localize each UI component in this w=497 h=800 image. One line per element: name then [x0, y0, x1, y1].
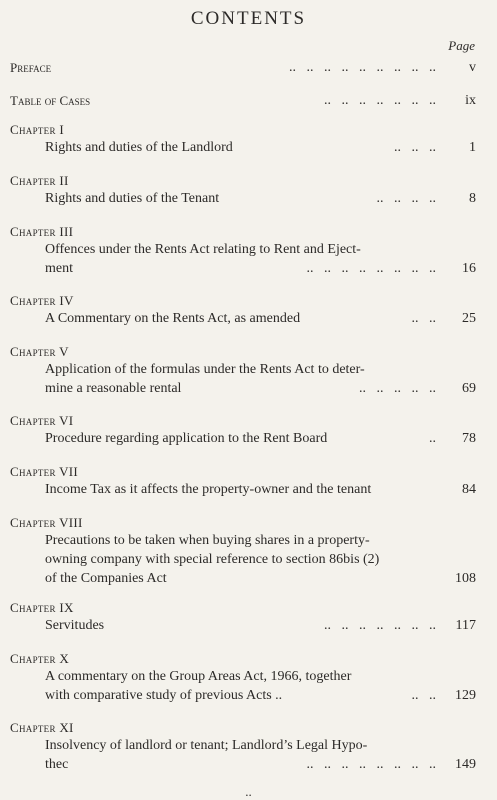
toc-page-number: 1: [469, 140, 476, 155]
toc-page-number: ix: [465, 93, 476, 108]
toc-entry-chapter-5[interactable]: [10, 344, 476, 398]
leader-dots: .. .. .. .. .. .. ..: [324, 93, 436, 108]
toc-entry-chapter-1[interactable]: [10, 122, 476, 157]
toc-page-number: 129: [455, 688, 476, 703]
toc-title: A Commentary on the Rents Act, as amended: [45, 311, 301, 326]
leader-dots: .. .. ..: [394, 140, 436, 155]
toc-title-line: with comparative study of previous Acts ..: [45, 688, 283, 703]
toc-title: Rights and duties of the Tenant: [45, 191, 220, 206]
toc-entry-chapter-10[interactable]: [10, 651, 476, 705]
toc-entry-preface[interactable]: [10, 58, 476, 77]
chapter-label: Chapter I: [10, 122, 64, 137]
toc-title-line: Precautions to be taken when buying shares in a property-: [45, 533, 370, 548]
toc-entry-chapter-3[interactable]: [10, 224, 476, 278]
toc-title: Rights and duties of the Landlord: [45, 140, 233, 155]
toc-entry-chapter-6[interactable]: [10, 413, 476, 448]
page-column-header: Page: [448, 38, 475, 53]
footer-mark: ..: [245, 784, 252, 799]
chapter-label: Chapter IV: [10, 293, 74, 308]
leader-dots: .. .. .. .. ..: [359, 381, 436, 396]
toc-label: Preface: [10, 60, 52, 75]
page-title: CONTENTS: [190, 8, 307, 29]
chapter-label: Chapter IX: [10, 600, 74, 615]
toc-entry-chapter-4[interactable]: [10, 293, 476, 328]
toc-entry-chapter-11[interactable]: [10, 720, 476, 774]
toc-entry-chapter-8[interactable]: [10, 515, 476, 588]
chapter-label: Chapter VII: [10, 464, 79, 479]
leader-dots: ..: [429, 431, 436, 446]
toc-title-line: owning company with special reference to section 86bis (2): [45, 552, 380, 567]
toc-page-number: 149: [455, 757, 476, 772]
toc-title: Procedure regarding application to the Rent Board: [45, 431, 328, 446]
chapter-label: Chapter III: [10, 224, 74, 239]
leader-dots: .. .. .. .. .. .. .. ..: [306, 757, 436, 772]
chapter-label: Chapter X: [10, 651, 70, 666]
toc-title-line: Offences under the Rents Act relating to Rent and Eject-: [45, 242, 361, 257]
toc-entry-chapter-2[interactable]: [10, 173, 476, 208]
toc-page-number: v: [469, 60, 476, 75]
toc-entry-chapter-7[interactable]: [10, 464, 476, 499]
toc-title-line: Insolvency of landlord or tenant; Landlord’s Legal Hypo-: [45, 738, 368, 753]
toc-page-number: 16: [462, 261, 476, 276]
leader-dots: .. ..: [411, 688, 436, 703]
toc-page-number: 108: [455, 571, 476, 586]
toc-title: Servitudes: [45, 618, 105, 633]
toc-title: Income Tax as it affects the property-owner and the tenant: [45, 482, 372, 497]
toc-title-line: thec: [45, 757, 69, 772]
toc-page-number: 69: [462, 381, 476, 396]
chapter-label: Chapter VI: [10, 413, 74, 428]
toc-title-line: A commentary on the Group Areas Act, 1966, together: [45, 669, 352, 684]
toc-label: Table of Cases: [10, 93, 91, 108]
leader-dots: .. .. .. ..: [376, 191, 436, 206]
toc-page-number: 8: [469, 191, 476, 206]
toc-title-line: Application of the formulas under the Rents Act to deter-: [45, 362, 365, 377]
leader-dots: .. ..: [411, 311, 436, 326]
toc-entry-table-of-cases[interactable]: [10, 91, 476, 110]
toc-page-number: 117: [455, 618, 476, 633]
chapter-label: Chapter XI: [10, 720, 74, 735]
leader-dots: .. .. .. .. .. .. .. ..: [306, 261, 436, 276]
toc-entry-chapter-9[interactable]: [10, 600, 476, 635]
chapter-label: Chapter II: [10, 173, 69, 188]
toc-page-number: 25: [462, 311, 476, 326]
leader-dots: .. .. .. .. .. .. ..: [324, 618, 436, 633]
chapter-label: Chapter V: [10, 344, 69, 359]
toc-page-number: 84: [462, 482, 476, 497]
toc-title-line: ment: [45, 261, 73, 276]
chapter-label: Chapter VIII: [10, 515, 83, 530]
toc-title-line: of the Companies Act: [45, 571, 167, 586]
toc-title-line: mine a reasonable rental: [45, 381, 182, 396]
toc-page-number: 78: [462, 431, 476, 446]
leader-dots: .. .. .. .. .. .. .. .. ..: [289, 60, 436, 75]
